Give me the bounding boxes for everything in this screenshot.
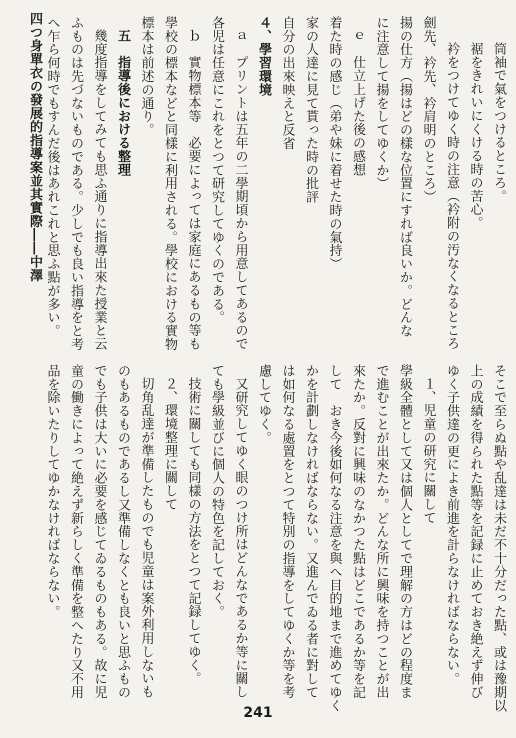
text-line: ４、學習環境 (256, 16, 271, 97)
text-line: ２、環境整理に關して (162, 377, 177, 511)
text-line: ｅ 仕立上げた後の感想 (350, 29, 365, 177)
text-line: 劍先、衿先、衿肩明のところ） (420, 16, 436, 204)
text-line: １、児童の研究に關して (420, 377, 436, 525)
text-line: のもあるものであるし又準備しなくとも良いと思ふもの (115, 364, 130, 699)
text-line: ふものは先づないものである。少しでも良い指導をと考 (68, 16, 83, 351)
text-line: 品を除いたりしてゆかなければならない。 (44, 364, 60, 619)
text-line: 揚の仕方（揚はどの樣な位置にすれば良いか。どんな (397, 16, 412, 338)
text-line: ｂ 實物標本等 必要によっては家庭にあるもの等も (185, 29, 201, 351)
text-line: 裾をきれいにくける時の苦心。 (467, 42, 483, 230)
page-number: 241 (243, 705, 273, 721)
text-line: 着た時の感じ（弟や妹に着せた時の氣持） (326, 16, 342, 271)
text-line: でも子供は大いに必要を感じてゐるものもある。故に児 (91, 364, 107, 699)
text-line: 筒袖で氣をつけるところ。 (491, 42, 506, 203)
text-line: 童の働きによって絶えず新らしく準備を整へたり又不用 (68, 364, 83, 699)
text-line: 五 指導後における整理 (115, 29, 130, 177)
text-line: かを計劃しなければならない。又進んでゐる者に對して (303, 364, 318, 699)
text-line: 各児は任意にこれをとつて研究してゆくのである。 (209, 16, 224, 325)
text-line: 又研究してゆく眼のつけ所はどんなであるか等に關し (232, 377, 248, 699)
text-line: は如何なる處置をとつて特別の指導をしてゆくか等を考 (279, 364, 295, 699)
upper-text-block (44, 16, 510, 352)
text-line: 衿をつけてゆく時の注意（衿附の汚なくなるところ (444, 42, 459, 351)
text-line: 學校の標本などと同樣に利用される。學校における實物 (162, 16, 177, 351)
text-line: して おき今後如何なる注意を與へ目的地まで進めてゆく (326, 364, 342, 713)
text-line: ても學級並びに個人の特色を記しておく。 (209, 364, 224, 619)
running-title: 四つ身單衣の發展的指導案並其實際――中澤 (27, 12, 42, 282)
text-line: 上の成績を得られた點等を記録に止めておき絶えず伸び (467, 364, 483, 699)
text-line: 切角乱達が準備したものでも児童は案外利用しないも (138, 377, 154, 699)
text-line: 幾度指導をしてみても思ふ通りに指導出來た授業と云 (91, 29, 107, 351)
text-line: 家の人達に見て貰った時の批評 (303, 16, 318, 204)
text-line: 技術に關しても同樣の方法をとつて記録してゆく。 (185, 377, 201, 686)
text-line: 慮してゆく。 (256, 364, 271, 445)
text-line: ゆく子供達の更によき前進を計らなければならない。 (444, 364, 459, 686)
text-line: 來たか。反對に興味のなかつた點はどこであるか等を記 (350, 364, 365, 699)
text-line: で進むことが出來たか。どんな所に興味を持つことが出 (373, 364, 389, 699)
text-line: ａ プリントは五年の二學期頃から用意してあるので (232, 29, 248, 351)
text-line: 自分の出來映えと反省 (279, 16, 295, 150)
text-line: 標本は前述の通り。 (138, 16, 154, 137)
text-line: に注意して揚をしてゆくか） (373, 16, 389, 191)
text-line: へ乍ら何時でもすんだ後はあれこれと思ふ點が多い。 (44, 16, 60, 338)
text-line: 學級全體として又は個人としてで理解の方はどの程度ま (397, 364, 412, 699)
text-line: そこで至らぬ點や乱達は未だ不十分だった點、或は豫期以 (491, 364, 506, 713)
